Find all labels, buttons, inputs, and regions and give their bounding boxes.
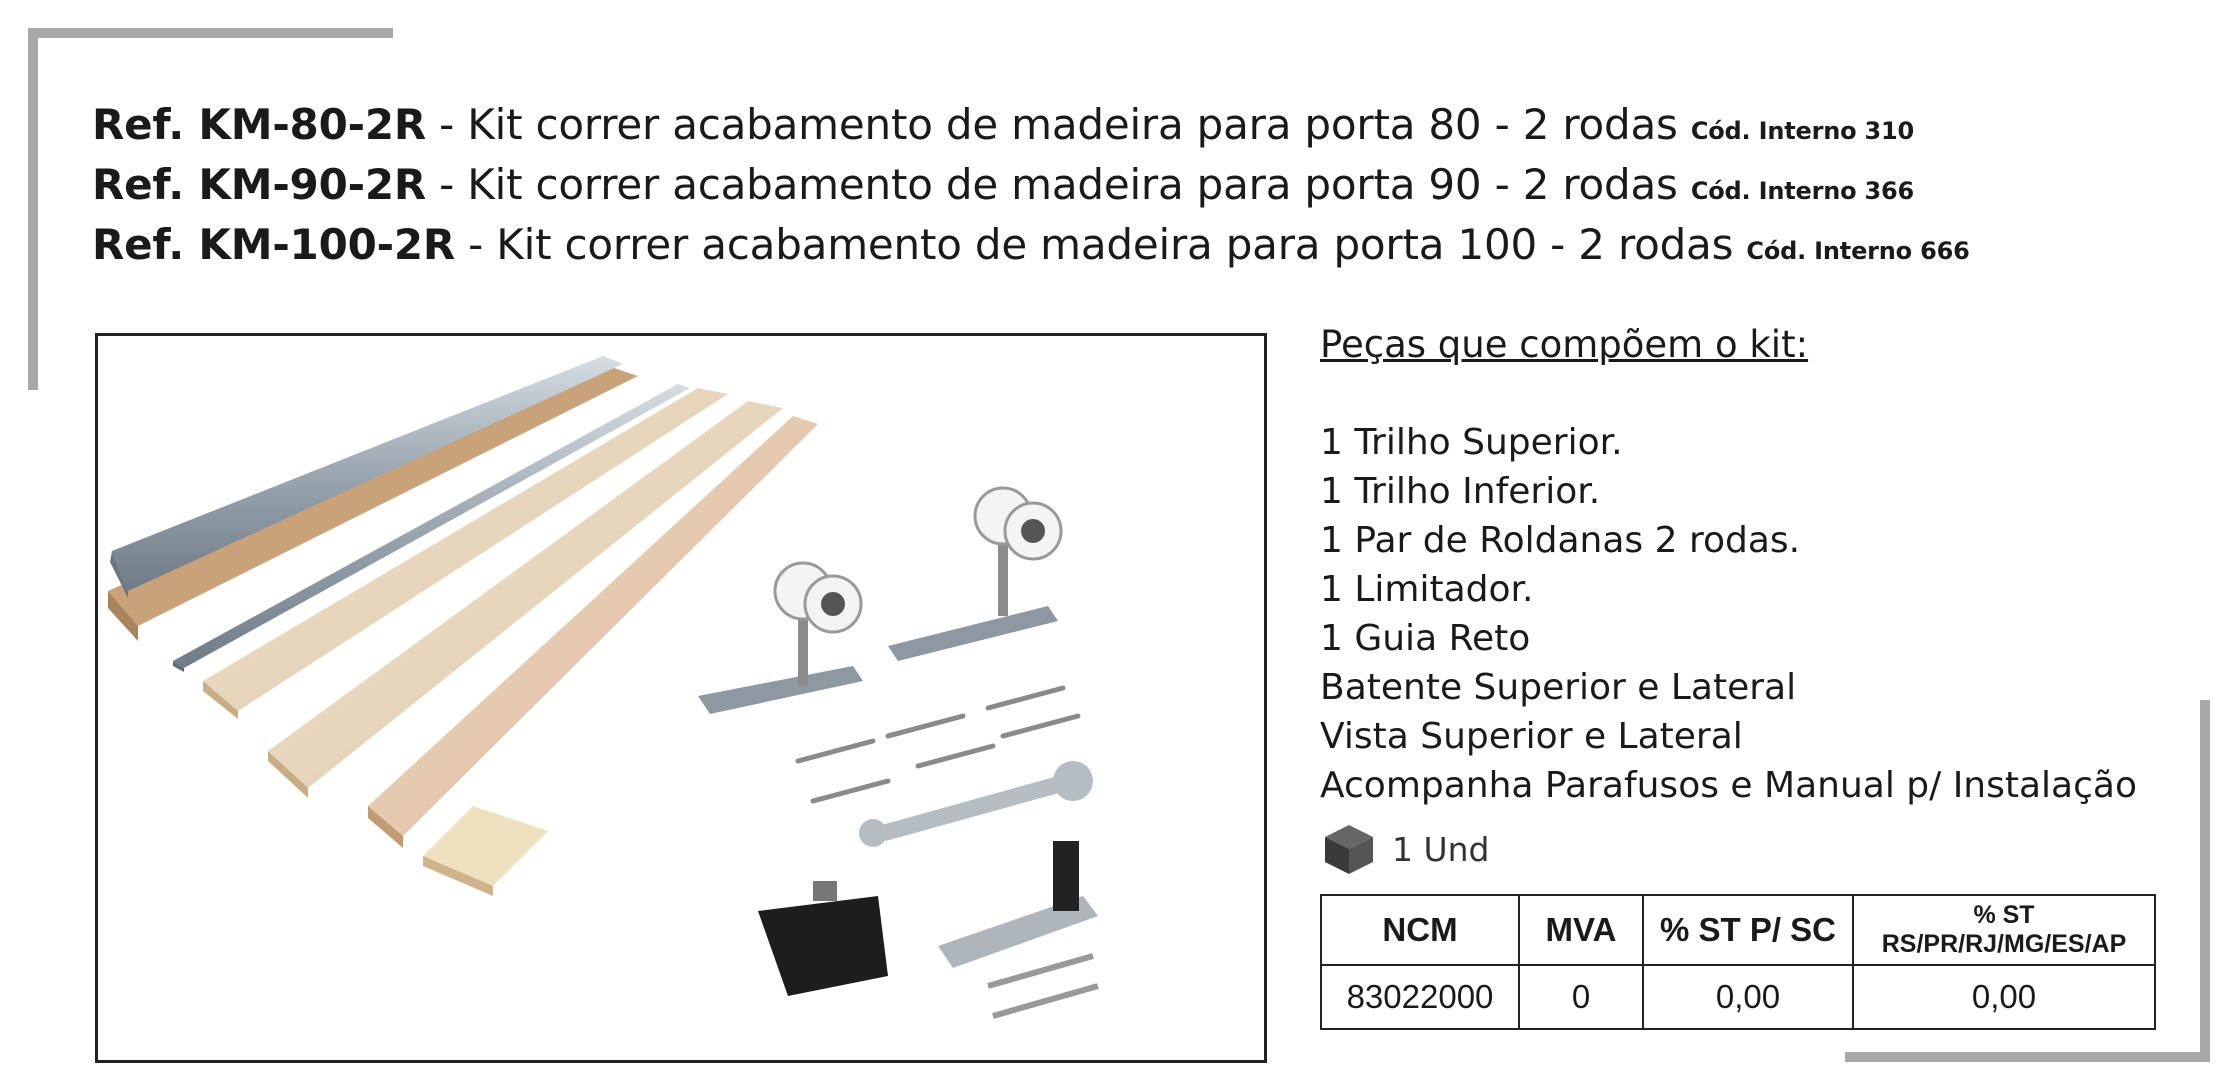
cell-st-sc: 0,00 bbox=[1643, 965, 1853, 1029]
parts-list bbox=[1320, 418, 2200, 810]
header-st-other bbox=[1853, 895, 2155, 965]
header-st-other-line1: % ST bbox=[1973, 901, 2035, 929]
reference-code: Ref. KM-90-2R bbox=[92, 160, 426, 209]
corner-bracket-top-left-vertical bbox=[28, 28, 38, 390]
kit-parts-section bbox=[1320, 320, 2200, 810]
wrench bbox=[859, 761, 1093, 847]
box-icon bbox=[1322, 822, 1376, 876]
corner-bracket-top-left bbox=[28, 28, 393, 38]
wood-block bbox=[423, 806, 548, 896]
list-item: 1 Trilho Inferior. bbox=[1320, 471, 1601, 512]
cell-mva: 0 bbox=[1519, 965, 1643, 1029]
roller-left bbox=[698, 563, 863, 714]
list-item: Vista Superior e Lateral bbox=[1320, 716, 1743, 757]
unit-info bbox=[1322, 822, 1490, 876]
table-row bbox=[1321, 965, 2155, 1029]
kit-illustration bbox=[98, 336, 1264, 1060]
reference-code: Ref. KM-80-2R bbox=[92, 100, 426, 149]
reference-description: - Kit correr acabamento de madeira para porta 80 - 2 rodas bbox=[426, 100, 1691, 149]
header-mva: MVA bbox=[1519, 895, 1643, 965]
reference-line bbox=[92, 218, 1970, 278]
unit-label: 1 Und bbox=[1392, 829, 1490, 869]
corner-bracket-bottom-right-vertical bbox=[2200, 700, 2210, 1062]
header-st-other-line2: RS/PR/RJ/MG/ES/AP bbox=[1881, 930, 2127, 958]
table-header-row bbox=[1321, 895, 2155, 965]
reference-line bbox=[92, 98, 1970, 158]
internal-code: Cód. Interno 666 bbox=[1746, 237, 1970, 265]
list-item: 1 Guia Reto bbox=[1320, 618, 1531, 659]
parts-title: Peças que compõem o kit: bbox=[1320, 323, 1809, 366]
reference-description: - Kit correr acabamento de madeira para porta 90 - 2 rodas bbox=[426, 160, 1691, 209]
floor-guide bbox=[758, 881, 888, 996]
list-item: 1 Limitador. bbox=[1320, 569, 1534, 610]
internal-code: Cód. Interno 366 bbox=[1690, 177, 1915, 205]
cell-ncm: 83022000 bbox=[1321, 965, 1519, 1029]
header-ncm: NCM bbox=[1321, 895, 1519, 965]
tax-table bbox=[1320, 894, 2156, 1030]
list-item: 1 Trilho Superior. bbox=[1320, 422, 1623, 463]
reference-description: - Kit correr acabamento de madeira para porta 100 - 2 rodas bbox=[455, 220, 1747, 269]
list-item: Batente Superior e Lateral bbox=[1320, 667, 1797, 708]
reference-code: Ref. KM-100-2R bbox=[92, 220, 456, 269]
list-item: Acompanha Parafusos e Manual p/ Instalação bbox=[1320, 765, 2137, 806]
product-photo bbox=[95, 333, 1267, 1063]
corner-bracket-bottom-right bbox=[1845, 1052, 2210, 1062]
roller-right bbox=[888, 488, 1061, 661]
header-st-sc: % ST P/ SC bbox=[1643, 895, 1853, 965]
reference-list bbox=[92, 98, 1970, 278]
list-item: 1 Par de Roldanas 2 rodas. bbox=[1320, 520, 1801, 561]
stopper bbox=[938, 841, 1098, 1016]
reference-line bbox=[92, 158, 1970, 218]
internal-code: Cód. Interno 310 bbox=[1690, 117, 1915, 145]
cell-st-other: 0,00 bbox=[1853, 965, 2155, 1029]
